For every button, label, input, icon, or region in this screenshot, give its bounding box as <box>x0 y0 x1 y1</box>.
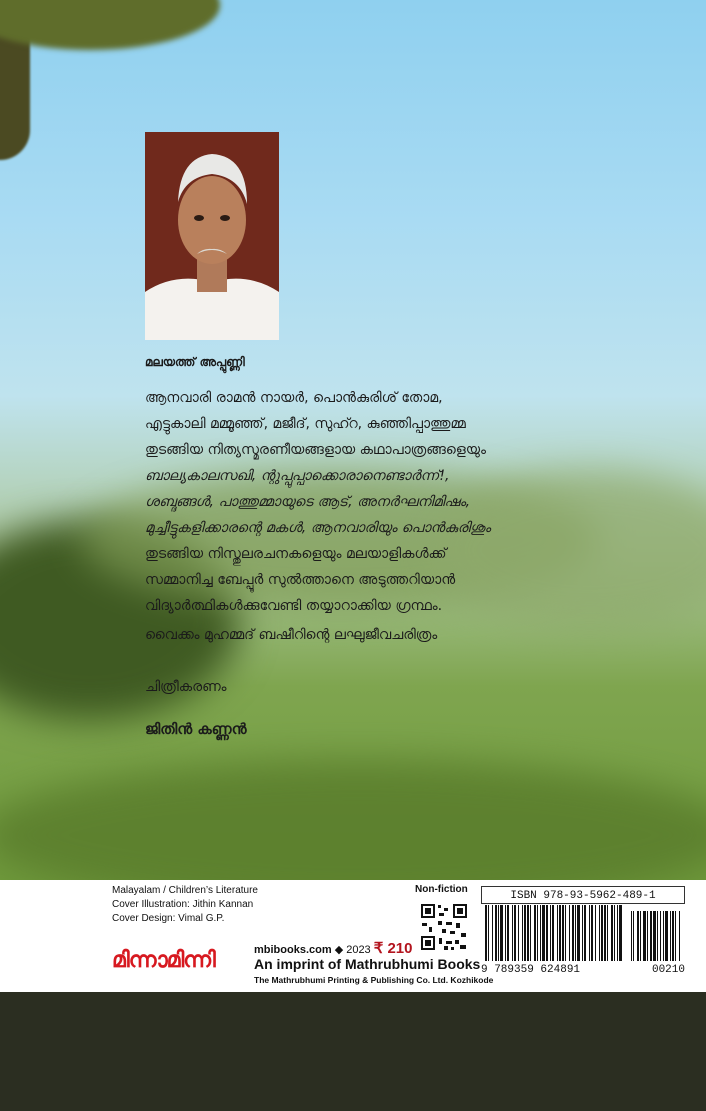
barcode-bar <box>569 905 570 961</box>
barcode-addon-bar <box>637 911 639 961</box>
price-text: ₹ 210 <box>373 940 413 957</box>
blurb-line: ആനവാരി രാമൻ നായർ, പൊൻകുരിശ് തോമ, <box>145 390 443 406</box>
barcode-bar <box>584 905 586 961</box>
barcode-bar <box>505 905 506 961</box>
blurb-line: ശബ്ദങ്ങൾ, പാത്തുമ്മായുടെ ആട്, അനർഘനിമിഷം, <box>145 494 471 510</box>
barcode-bar <box>595 905 596 961</box>
barcode-bar <box>577 905 580 961</box>
blurb-line: മുച്ചീട്ടുകളിക്കാരന്റെ മകൾ, ആനവാരിയും പൊൻകുരിശും <box>145 520 491 536</box>
barcode-bar <box>582 905 583 961</box>
book-meta <box>112 884 258 926</box>
blurb-line: തുടങ്ങിയ നിത്യസ്മരണീയങ്ങളായ കഥാപാത്രങ്ങളെയും <box>145 442 486 458</box>
barcode-bar <box>572 905 574 961</box>
barcode-bar <box>552 905 554 961</box>
barcode-bar <box>604 905 606 961</box>
barcode <box>481 905 685 967</box>
barcode-addon-number: 00210 <box>651 964 685 976</box>
illustration-label: ചിത്രീകരണം <box>145 679 227 695</box>
website-link[interactable]: mbibooks.com <box>254 944 332 956</box>
barcode-bar <box>495 905 497 961</box>
barcode-addon-bar <box>631 911 632 961</box>
year-text: ◆ 2023 <box>334 944 371 956</box>
barcode-bar <box>512 905 513 961</box>
cover-illustration-credit: Cover Illustration: Jithin Kannan <box>112 899 254 910</box>
barcode-numbers <box>481 964 685 976</box>
barcode-bar <box>542 905 545 961</box>
category-text: Malayalam / Children’s Literature <box>112 885 258 896</box>
imprint-text: An imprint of Mathrubhumi Books <box>254 956 481 972</box>
barcode-bar <box>492 905 493 961</box>
barcode-bar <box>599 905 600 961</box>
barcode-addon-bar <box>670 911 671 961</box>
barcode-bar <box>619 905 622 961</box>
barcode-addon-bar <box>643 911 646 961</box>
barcode-bar <box>534 905 536 961</box>
barcode-bar <box>557 905 558 961</box>
barcode-bar <box>550 905 551 961</box>
barcode-addon-bar <box>675 911 676 961</box>
qr-code-icon <box>420 903 468 951</box>
barcode-addon-bar <box>660 911 661 961</box>
barcode-bar <box>559 905 561 961</box>
barcode-bar <box>546 905 548 961</box>
barcode-bar <box>524 905 526 961</box>
blurb-line: സമ്മാനിച്ച ബേപ്പൂർ സുൽത്താനെ അടുത്തറിയാൻ <box>145 572 456 588</box>
book-subtitle: വൈക്കം മുഹമ്മദ് ബഷീറിന്റെ ലഘുജീവചരിത്രം <box>145 627 438 643</box>
barcode-bar <box>614 905 615 961</box>
author-photo <box>145 132 279 340</box>
barcode-bar <box>514 905 516 961</box>
barcode-bar <box>589 905 590 961</box>
barcode-bar <box>591 905 593 961</box>
barcode-bar <box>575 905 576 961</box>
publisher-web-line <box>254 939 413 957</box>
barcode-bar <box>498 905 499 961</box>
barcode-addon-bar <box>657 911 658 961</box>
bottom-band <box>0 992 706 1111</box>
tree-canopy <box>0 0 220 50</box>
printer-text: The Mathrubhumi Printing & Publishing Co. Ltd. Kozhikode <box>254 975 494 985</box>
illustrator-name: ജിതിൻ കണ്ണൻ <box>145 720 247 738</box>
barcode-bar <box>500 905 503 961</box>
barcode-addon-bar <box>650 911 652 961</box>
barcode-bar <box>601 905 603 961</box>
barcode-bar <box>507 905 509 961</box>
blurb-line: ബാല്യകാലസഖി, ന്റുപ്പുപ്പാക്കൊരാനെണ്ടാർന്ന്!, <box>145 468 450 484</box>
barcode-addon-bar <box>640 911 641 961</box>
barcode-bar <box>518 905 519 961</box>
barcode-bar <box>530 905 531 961</box>
blurb-line: എട്ടുകാലി മമ്മൂഞ്ഞ്, മജീദ്, സുഹ്റ, കുഞ്ഞിപ്പാത്തുമ്മ <box>145 416 466 432</box>
barcode-addon-bar <box>647 911 648 961</box>
blurb-line: തുടങ്ങിയ നിസ്തുലരചനകളെയും മലയാളികൾക്ക് <box>145 546 447 562</box>
barcode-bar <box>537 905 538 961</box>
barcode-bar <box>617 905 618 961</box>
barcode-bar <box>611 905 613 961</box>
cover-design-credit: Cover Design: Vimal G.P. <box>112 913 225 924</box>
blurb-line: വിദ്യാർത്ഥികൾക്കുവേണ്ടി തയ്യാറാക്കിയ ഗ്രന്ഥം. <box>145 598 443 614</box>
barcode-bar <box>485 905 487 961</box>
blurb-text <box>145 385 665 619</box>
barcode-bar <box>562 905 564 961</box>
barcode-bar <box>522 905 523 961</box>
barcode-addon-bar <box>653 911 656 961</box>
grass-ground <box>0 760 706 880</box>
barcode-bar <box>540 905 541 961</box>
author-caption: മലയത്ത് അപ്പുണ്ണി <box>145 355 245 369</box>
barcode-addon-bar <box>633 911 634 961</box>
barcode-bar <box>607 905 608 961</box>
barcode-bar <box>527 905 529 961</box>
isbn-label: ISBN 978-93-5962-489-1 <box>481 886 685 904</box>
barcode-bar <box>488 905 489 961</box>
barcode-addon-bar <box>679 911 680 961</box>
barcode-main-number: 9 789359 624891 <box>481 964 581 976</box>
barcode-addon-bar <box>672 911 674 961</box>
barcode-bar <box>565 905 566 961</box>
genre-label: Non-fiction <box>415 884 468 895</box>
barcode-addon-bar <box>663 911 664 961</box>
imprint-logo: മിന്നാമിന്നി <box>112 948 215 973</box>
barcode-addon-bar <box>665 911 668 961</box>
